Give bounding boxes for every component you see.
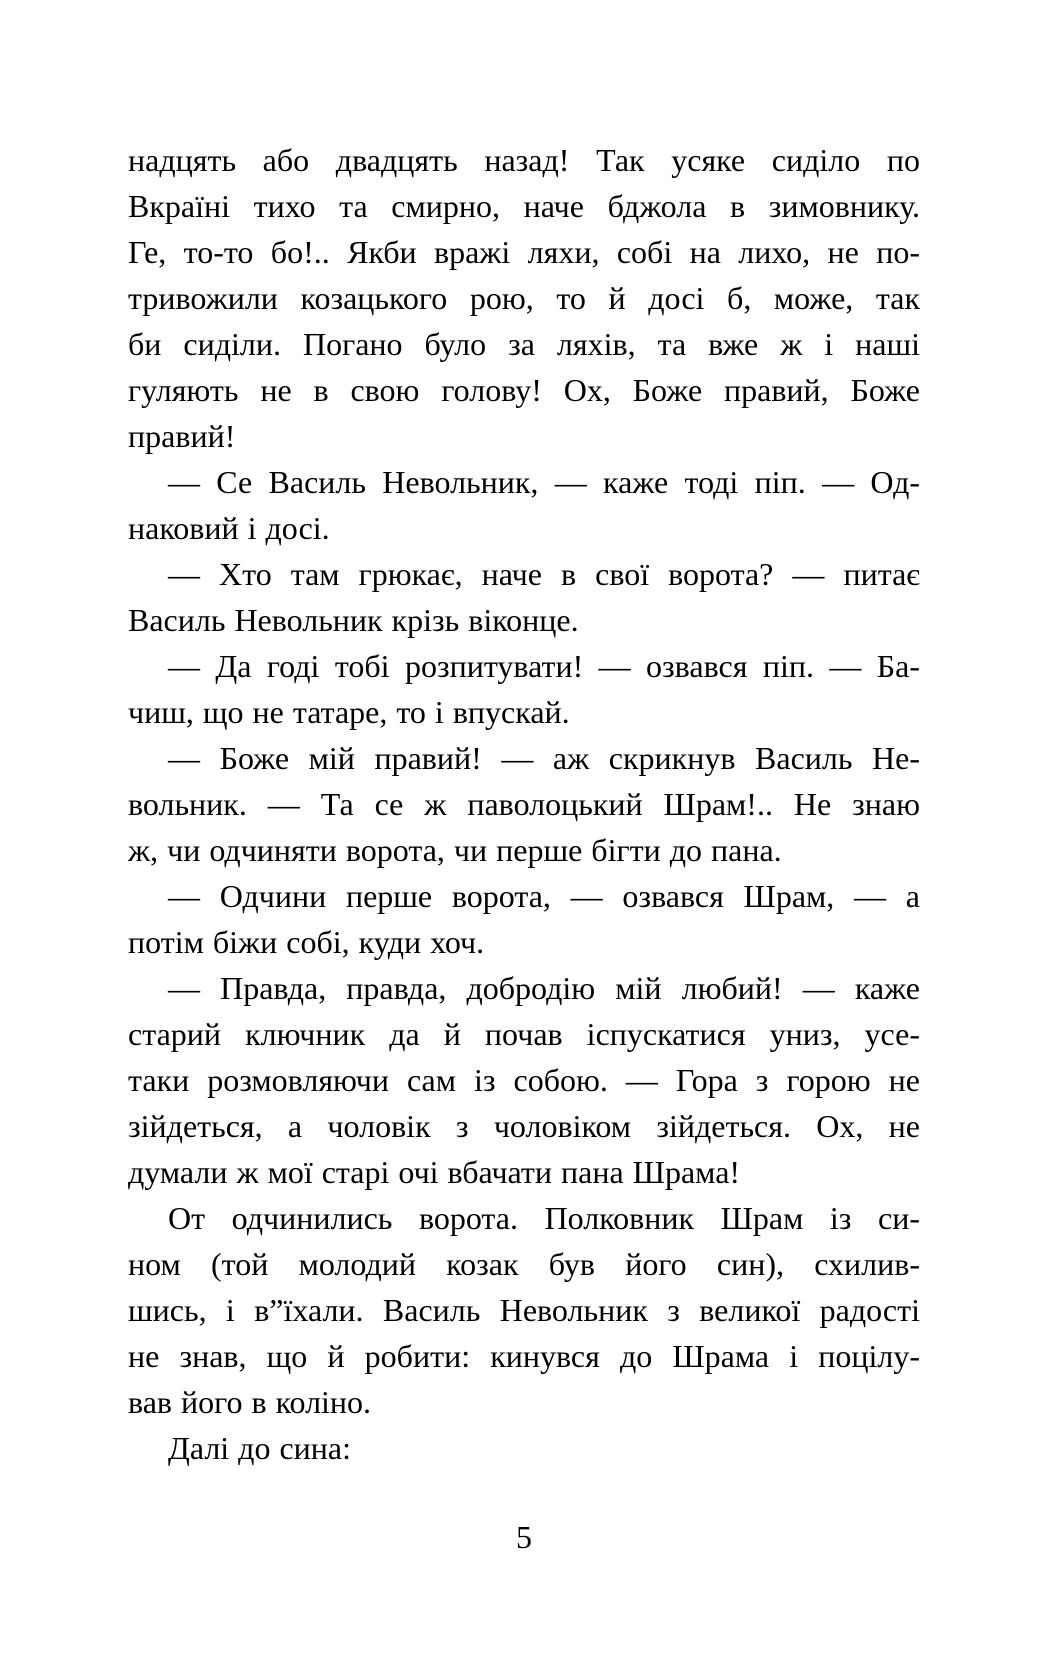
paragraph xyxy=(128,1425,920,1471)
paragraph xyxy=(128,459,920,551)
text-line: — Правда, правда, добродію мій любий! — каже xyxy=(168,970,920,1006)
text-line: би сиділи. Погано було за ляхів, та вже ж і наші xyxy=(128,326,920,362)
text-line: правий! xyxy=(128,418,236,454)
text-line: — Боже мій правий! — аж скрикнув Василь Не- xyxy=(168,740,920,776)
text-line: Далі до сина: xyxy=(168,1430,351,1466)
text-line: тривожили козацького рою, то й досі б, може, так xyxy=(128,280,920,316)
text-line: шись, і в”їхали. Василь Невольник з великої радості xyxy=(128,1292,920,1328)
paragraph xyxy=(128,1195,920,1425)
paragraph xyxy=(128,965,920,1195)
text-line: Василь Невольник крізь віконце. xyxy=(128,602,579,638)
text-line: потім біжи собі, куди хоч. xyxy=(128,924,485,960)
text-line: вав його в коліно. xyxy=(128,1384,372,1420)
page-text-block xyxy=(128,137,920,1471)
paragraph xyxy=(128,643,920,735)
paragraph xyxy=(128,735,920,873)
text-line: наковий і досі. xyxy=(128,510,330,546)
paragraph xyxy=(128,551,920,643)
text-line: — Одчини перше ворота, — озвався Шрам, — а xyxy=(168,878,920,914)
text-line: надцять або двадцять назад! Так усяке сиділо по xyxy=(128,142,920,178)
text-line: думали ж мої старі очі вбачати пана Шрама! xyxy=(128,1154,741,1190)
text-line: ж, чи одчиняти ворота, чи перше бігти до пана. xyxy=(128,832,782,868)
text-line: чиш, що не татаре, то і впускай. xyxy=(128,694,570,730)
text-line: — Хто там грюкає, наче в свої ворота? — питає xyxy=(168,556,920,592)
text-line: зійдеться, а чоловік з чоловіком зійдеться. Ох, не xyxy=(128,1108,920,1144)
text-line: вольник. — Та се ж паволоцький Шрам!.. Не знаю xyxy=(128,786,920,822)
text-line: — Да годі тобі розпитувати! — озвався піп. — Ба- xyxy=(168,648,920,684)
text-line: таки розмовляючи сам із собою. — Гора з горою не xyxy=(128,1062,920,1098)
text-line: гуляють не в свою голову! Ох, Боже правий, Боже xyxy=(128,372,920,408)
page-number: 5 xyxy=(516,1519,532,1555)
text-line: Вкраїні тихо та смирно, наче бджола в зимовнику. xyxy=(128,188,920,224)
text-line: старий ключник да й почав іспускатися униз, усе- xyxy=(128,1016,920,1052)
text-line: От одчинились ворота. Полковник Шрам із си- xyxy=(168,1200,920,1236)
text-line: ном (той молодий козак був його син), схилив- xyxy=(128,1246,920,1282)
paragraph xyxy=(128,873,920,965)
text-line: — Се Василь Невольник, — каже тоді піп. — Од- xyxy=(168,464,920,500)
text-line: не знав, що й робити: кинувся до Шрама і поцілу- xyxy=(128,1338,920,1374)
paragraph xyxy=(128,137,920,459)
text-line: Ге, то-то бо!.. Якби вражі ляхи, собі на лихо, не по- xyxy=(128,234,920,270)
